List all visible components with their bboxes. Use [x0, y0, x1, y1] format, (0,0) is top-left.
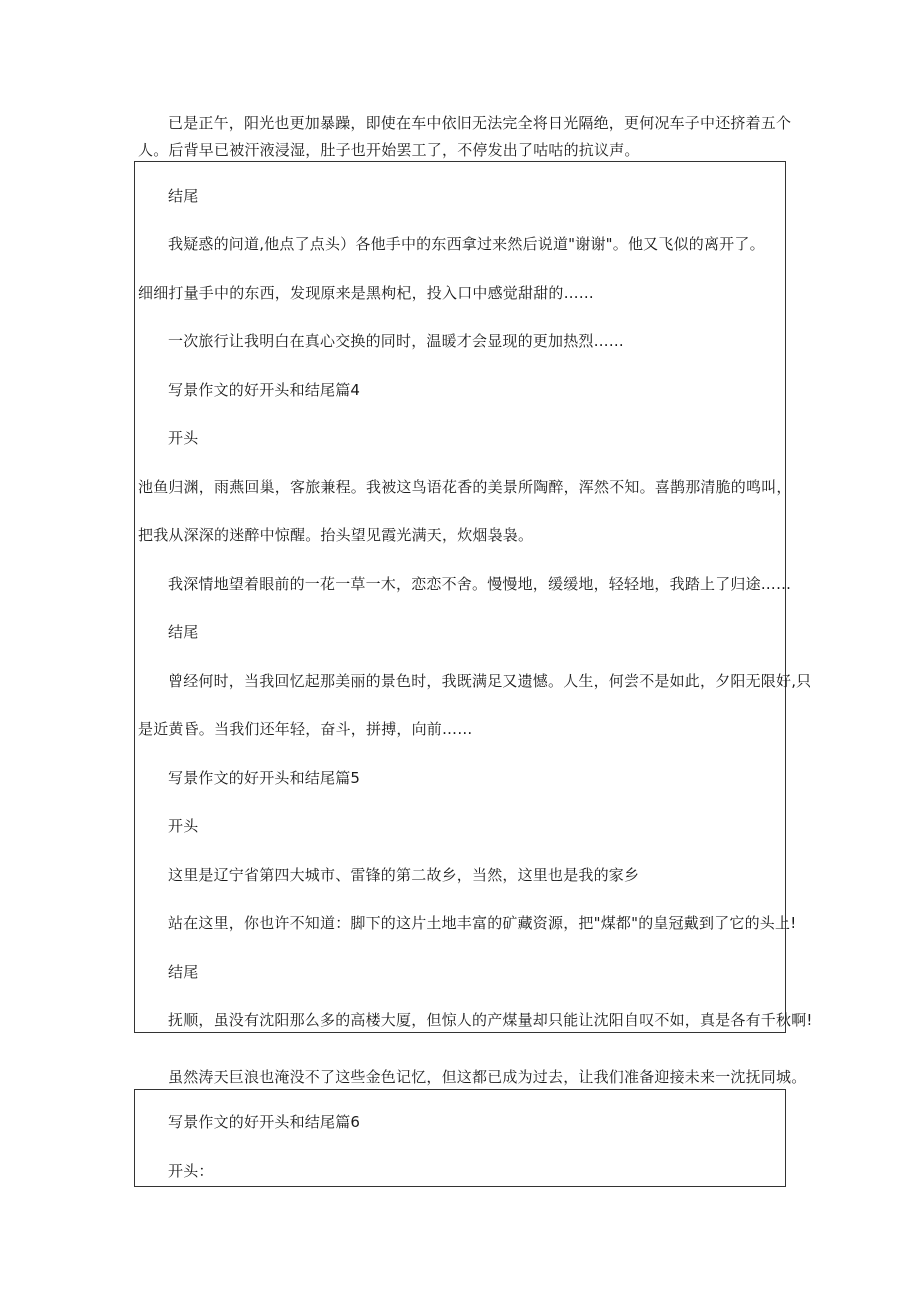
paragraph: 细细打量手中的东西，发现原来是黑枸杞，投入口中感觉甜甜的…… — [138, 284, 595, 302]
paragraph: 虽然涛天巨浪也淹没不了这些金色记忆，但这都已成为过去，让我们准备迎接未来一沈抚同城。 — [168, 1068, 807, 1086]
paragraph: 这里是辽宁省第四大城市、雷锋的第二故乡，当然，这里也是我的家乡 — [168, 866, 640, 884]
paragraph: 我深情地望着眼前的一花一草一木，恋恋不舍。慢慢地，缓缓地，轻轻地，我踏上了归途…… — [168, 575, 792, 593]
ending-label: 结尾 — [168, 187, 199, 205]
section-title: 写景作文的好开头和结尾篇6 — [168, 1113, 361, 1131]
section-title: 写景作文的好开头和结尾篇4 — [168, 381, 361, 399]
ending-label: 结尾 — [168, 623, 199, 641]
opening-label: 开头 — [168, 429, 199, 447]
paragraph: 站在这里，你也许不知道：脚下的这片土地丰富的矿藏资源，把"煤都"的皇冠戴到了它的头上! — [168, 914, 797, 932]
paragraph: 池鱼归渊，雨燕回巢，客旅兼程。我被这鸟语花香的美景所陶醉，浑然不知。喜鹊那清脆的鸣叫， — [138, 478, 792, 496]
paragraph: 把我从深深的迷醉中惊醒。抬头望见霞光满天，炊烟袅袅。 — [138, 526, 534, 544]
quote-box-2 — [134, 1089, 786, 1187]
paragraph: 曾经何时，当我回忆起那美丽的景色时，我既满足又遗憾。人生，何尝不是如此，夕阳无限好,只 — [168, 672, 812, 690]
paragraph: 我疑惑的问道,他点了点头）各他手中的东西拿过来然后说道"谢谢"。他又飞似的离开了。 — [168, 235, 765, 253]
paragraph: 抚顺，虽没有沈阳那么多的高楼大厦，但惊人的产煤量却只能让沈阳自叹不如，真是各有千秋啊! — [168, 1011, 813, 1029]
opening-label: 开头 — [168, 817, 199, 835]
opening-label: 开头： — [168, 1162, 214, 1180]
paragraph: 是近黄昏。当我们还年轻，奋斗，拼搏，向前…… — [138, 720, 473, 738]
paragraph: 一次旅行让我明白在真心交换的同时，温暖才会显现的更加热烈…… — [168, 332, 625, 350]
ending-label: 结尾 — [168, 963, 199, 981]
section-title: 写景作文的好开头和结尾篇5 — [168, 769, 361, 787]
intro-line-2: 人。后背早已被汗液浸湿，肚子也开始罢工了，不停发出了咕咕的抗议声。 — [138, 141, 640, 159]
intro-line-1: 已是正午，阳光也更加暴躁，即使在车中依旧无法完全将日光隔绝，更何况车子中还挤着五个 — [168, 114, 792, 132]
